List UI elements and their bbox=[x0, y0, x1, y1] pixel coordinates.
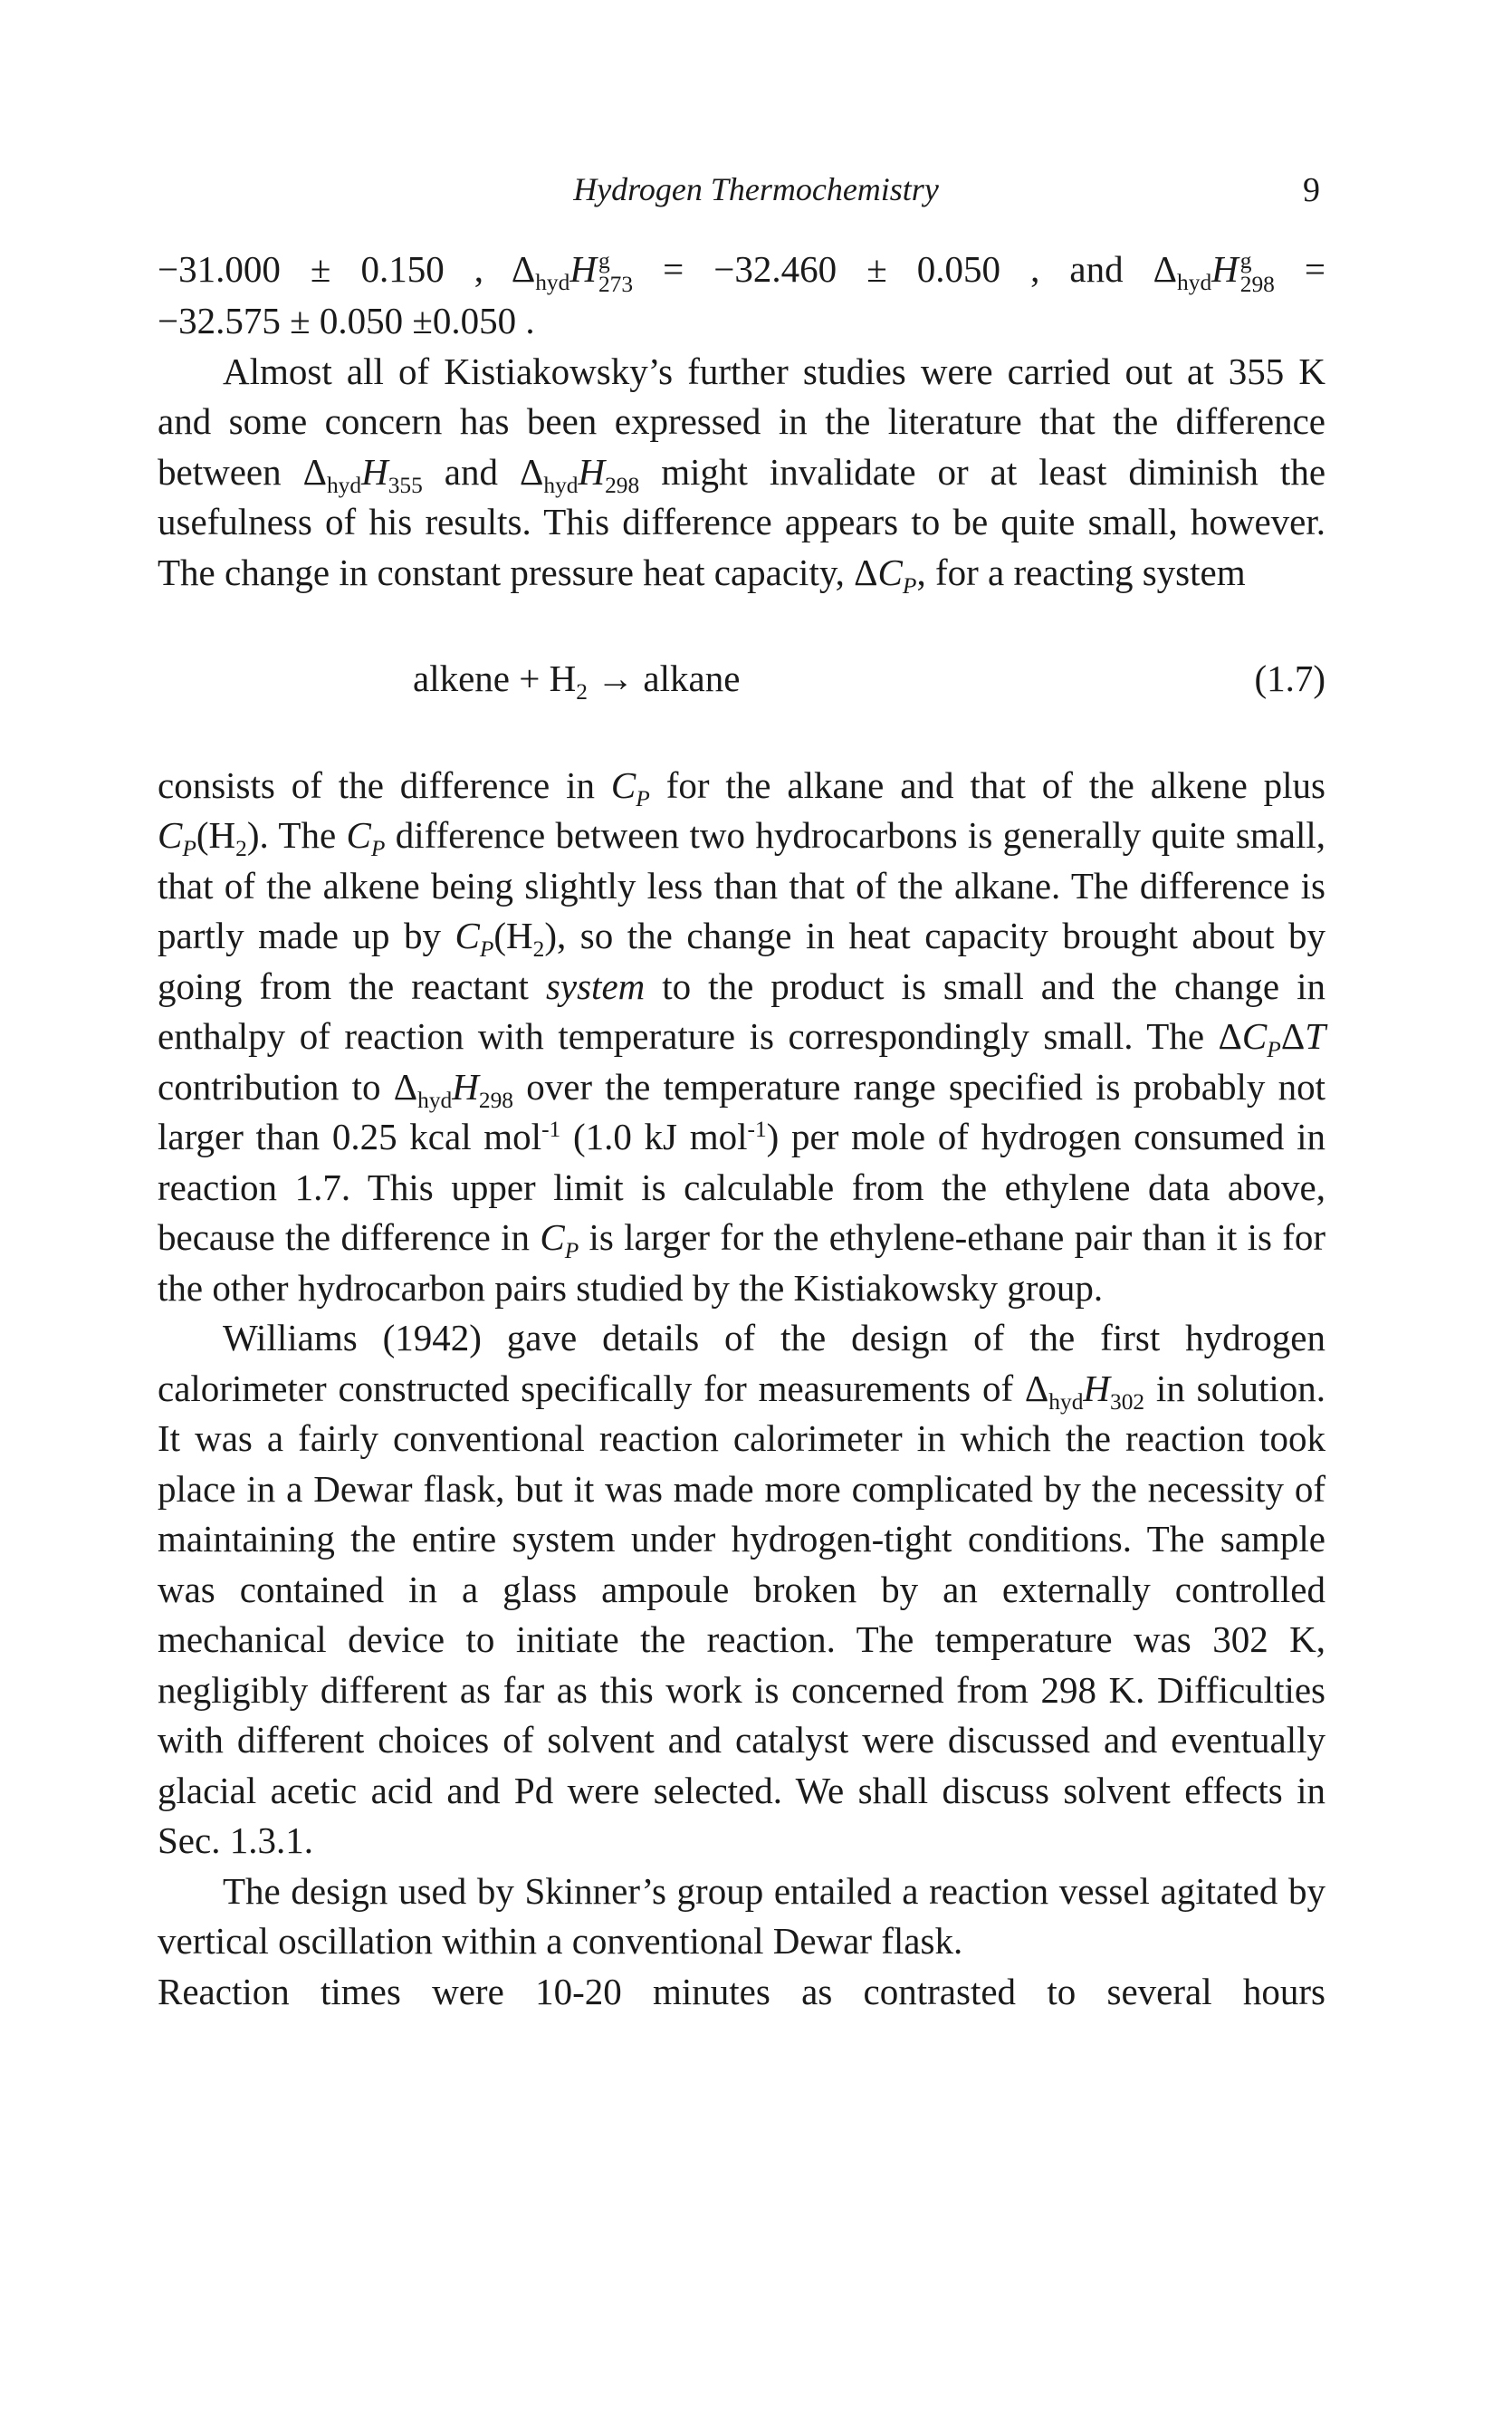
paragraph-skinner: The design used by Skinner’s group entailed a reaction vessel agitated by vertical oscillation within a conventional Dewar flask. Reaction times were 10-20 minutes as contrasted to several hours bbox=[158, 1867, 1325, 2018]
main-text bbox=[158, 245, 1325, 2017]
paragraph-williams: Williams (1942) gave details of the design of the first hydrogen calorimeter constructed specifically for measurements of $\Delta_{hyd}H_{302}$ in solution. It was a fairly conventional reaction calorimeter in which the reaction took place in a Dewar flask, but it was made more complicated by the necessity of maintaining the entire system under hydrogen-tight conditions. The sample was contained in a glass ampoule broken by an externally controlled mechanical device to initiate the reaction. The temperature was 302 K, negligibly different as far as this work is concerned from 298 K. Difficulties with different choices of solvent and catalyst were discussed and eventually glacial acetic acid and Pd were selected. We shall discuss solvent effects in Sec. 1.3.1. bbox=[158, 1317, 1326, 1862]
symbol-cp: $C_P$ bbox=[610, 763, 650, 811]
paragraph-kistiakowsky: Almost all of Kistiakowsky’s further studies were carried out at 355 K and some concern has been expressed in the literature that the difference between $\Delta_{hyd}H_{355}$ and $\Delta_{hyd}H_{298}$ might invalidate or at least diminish the usefulness of his results. This difference appears to be quite small, however. The change in constant pressure heat capacity, $\Delta C_P$, for a reacting system bbox=[158, 350, 1326, 599]
text-line: −32.575 ± 0.050 ±0.050 . bbox=[158, 300, 535, 342]
text-line-last: Reaction times were 10-20 minutes as contrasted to several hours bbox=[158, 1970, 1325, 2012]
symbol-cp: $C_P$ bbox=[346, 814, 386, 861]
symbol-delta-hyd-h-355: $\Delta_{hyd}H_{355}$ bbox=[302, 450, 423, 498]
paragraph-heat-capacity: consists of the difference in $C_P$ for the alkane and that of the alkene plus $C_P(H_2)$. The $C_P$ difference between two hydrocarbons is generally quite small, that of the alkene being slightly less than that of the alkane. The difference is partly made up by $C_P(H_2)$, so the change in heat capacity brought about by going from the reactant system to the product is small and the change in enthalpy of reaction with temperature is correspondingly small. The $\Delta C_P\Delta T$ contribution to $\Delta_{hyd}H_{298}$ over the temperature range specified is probably not larger than 0.25 kcal mol$^{-1}$ (1.0 kJ mol$^{-1}$) per mole of hydrogen consumed in reaction 1.7. This upper limit is calculable from the ethylene data above, because the difference in $C_P$ is larger for the ethylene-ethane pair than it is for the other hydrocarbon pairs studied by the Kistiakowsky group. bbox=[158, 763, 1326, 1309]
symbol-cp: $C_P$ bbox=[540, 1216, 579, 1263]
equation-body: alkene + $H_2$ → alkane bbox=[413, 657, 741, 705]
symbol-delta-hyd-h-298: $\Delta_{hyd}H_{298}$ bbox=[520, 450, 640, 498]
equation-1-7 bbox=[158, 654, 1325, 705]
symbol-cp-h2: $C_P(H_2)$ bbox=[455, 915, 558, 962]
continued-values bbox=[158, 245, 1325, 347]
page-number: 9 bbox=[1303, 171, 1320, 209]
symbol-cp-h2: $C_P(H_2)$ bbox=[158, 814, 260, 861]
symbol-delta-hyd-h-302: $\Delta_{hyd}H_{302}$ bbox=[1024, 1367, 1145, 1415]
running-header bbox=[0, 170, 1512, 216]
symbol-delta-hyd-h-298: $\Delta_{hyd}H$ g 298 bbox=[1153, 248, 1275, 297]
symbol-delta-hyd-h-273: $\Delta_{hyd}H$ g 273 bbox=[511, 248, 634, 297]
symbol-delta-hyd-h-298: $\Delta_{hyd}H_{298}$ bbox=[393, 1065, 513, 1113]
text-line: −31.000 ± 0.150 , $\Delta_{hyd}H$ g 273 = −32.460 ± 0.050 , and $\Delta_{hyd}H$ g 298 = bbox=[158, 248, 1326, 297]
running-title: Hydrogen Thermochemistry bbox=[573, 171, 939, 207]
symbol-delta-cp-delta-t: $\Delta C_P\Delta T$ bbox=[1218, 1015, 1325, 1062]
symbol-delta-cp: $\Delta C_P$ bbox=[854, 551, 917, 599]
equation-number: (1.7) bbox=[1254, 657, 1325, 700]
